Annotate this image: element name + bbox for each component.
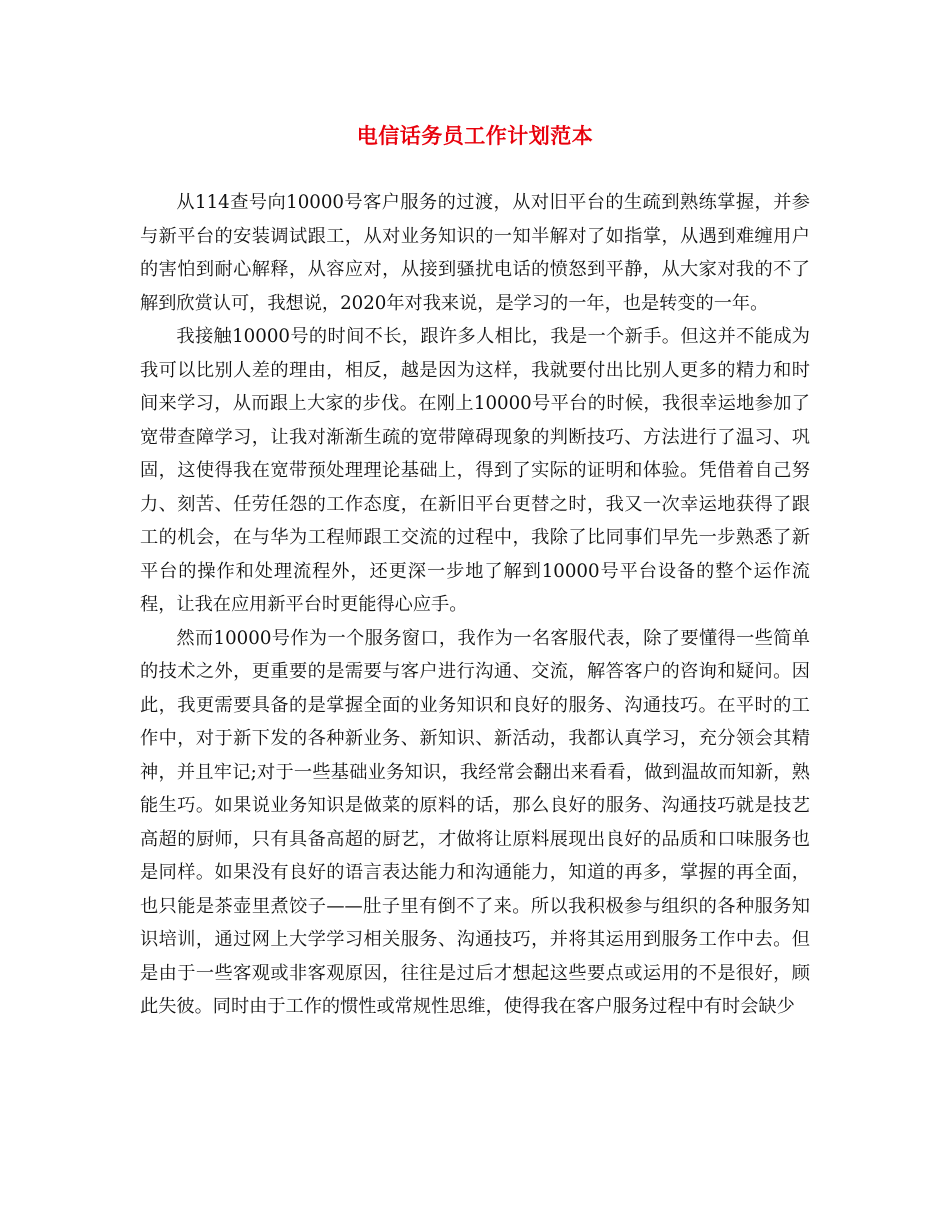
paragraph-1: 从114查号向10000号客户服务的过渡，从对旧平台的生疏到熟练掌握，并参与新平台的安装调试跟工，从对业务知识的一知半解对了如指掌，从遇到难缠用户的害怕到耐心解释，从容应对，从接到骚扰电话的愤怒到平静，从大家对我的不了解到欣赏认可，我想说，2020年对我来说，是学习的一年，也是转变的一年。 xyxy=(140,192,810,314)
document-body xyxy=(140,186,810,1024)
paragraph-2: 我接触10000号的时间不长，跟许多人相比，我是一个新手。但这并不能成为我可以比别人差的理由，相反，越是因为这样，我就要付出比别人更多的精力和时间来学习，从而跟上大家的步伐。在刚上10000号平台的时候，我很幸运地参加了宽带查障学习，让我对渐渐生疏的宽带障碍现象的判断技巧、方法进行了温习、巩固，这使得我在宽带预处理理论基础上，得到了实际的证明和体验。凭借着自己努力、刻苦、任劳任怨的工作态度，在新旧平台更替之时，我又一次幸运地获得了跟工的机会，在与华为工程师跟工交流的过程中，我除了比同事们早先一步熟悉了新平台的操作和处理流程外，还更深一步地了解到10000号平台设备的整个运作流程，让我在应用新平台时更能得心应手。 xyxy=(140,326,810,615)
paragraph-3: 然而10000号作为一个服务窗口，我作为一名客服代表，除了要懂得一些简单的技术之外，更重要的是需要与客户进行沟通、交流，解答客户的咨询和疑问。因此，我更需要具备的是掌握全面的业务知识和良好的服务、沟通技巧。在平时的工作中，对于新下发的各种新业务、新知识、新活动，我都认真学习，充分领会其精神，并且牢记;对于一些基础业务知识，我经常会翻出来看看，做到温故而知新，熟能生巧。如果说业务知识是做菜的原料的话，那么良好的服务、沟通技巧就是技艺高超的厨师，只有具备高超的厨艺，才做将让原料展现出良好的品质和口味服务也是同样。如果没有良好的语言表达能力和沟通能力，知道的再多，掌握的再全面，也只能是茶壶里煮饺子——肚子里有倒不了来。所以我积极参与组织的各种服务知识培训，通过网上大学学习相关服务、沟通技巧，并将其运用到服务工作中去。但是由于一些客观或非客观原因，往往是过后才想起这些要点或运用的不是很好，顾此失彼。同时由于工作的惯性或常规性思维，使得我在客户服务过程中有时会缺少 xyxy=(140,627,810,1017)
document-title: 电信话务员工作计划范本 xyxy=(356,123,594,148)
